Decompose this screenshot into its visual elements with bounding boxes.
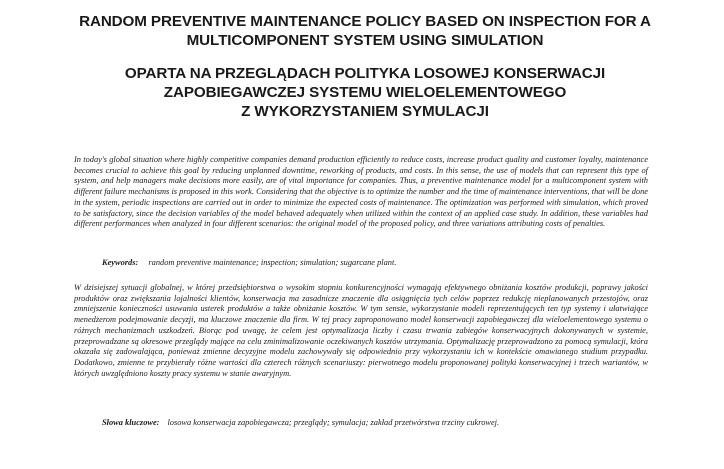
keywords-polish-label: Słowa kluczowe: [102, 418, 160, 427]
title-polish-line-3: Z WYKORZYSTANIEM SYMULACJI [241, 103, 489, 120]
abstract-english: In today's global situation where highly competitive companies demand production efficiently to reduce costs, increase product quality and customer loyalty, maintenance becomes crucial to achieve this goal by reducing unplanned downtime, reworking of products, and costs. In this sense, the use of models that can represent this type of system, and help managers make decisions more easily, are of vital importance for companies. Thus, a preventive maintenance model for a multicomponent system with different failure mechanisms is proposed in this work. Considering that the objective is to optimize the number and the time of maintenance interventions, that will be done in the system, periodic inspections are carried out in order to minimize the expected costs of maintenance. The optimization was performed with simulation, which proved to be satisfactory, since the decision variables of the model behaved adequately when utilized within the context of an applied case study. In addition, these variables had different performances when analyzed in four different scenarios: the original model of the proposed policy, and three variations attributing costs of penalties. [74, 155, 648, 229]
keywords-polish-text: losowa konserwacja zapobiegawcza; przeglądy; symulacja; zakład przetwórstwa trzciny cukrowej. [167, 418, 500, 427]
title-polish [40, 64, 690, 121]
title-english-line-2: MULTICOMPONENT SYSTEM USING SIMULATION [186, 32, 544, 49]
title-english-line-1: RANDOM PREVENTIVE MAINTENANCE POLICY BASED ON INSPECTION FOR A [79, 13, 651, 30]
title-polish-line-1: OPARTA NA PRZEGLĄDACH POLITYKA LOSOWEJ KONSERWACJI [124, 65, 606, 82]
keywords-english-text: random preventive maintenance; inspection; simulation; sugarcane plant. [148, 258, 397, 267]
keywords-english [102, 258, 622, 269]
title-polish-line-2: ZAPOBIEGAWCZEJ SYSTEMU WIELOELEMENTOWEGO [163, 84, 567, 101]
keywords-polish [102, 418, 622, 429]
abstract-polish: W dzisiejszej sytuacji globalnej, w której przedsiębiorstwa o wysokim stopniu konkurencyjności wymagają efektywnego obniżania kosztów produkcji, poprawy jakości produktów oraz zwiększania lojalności klientów, konserwacja ma zasadnicze znaczenie dla osiągnięcia tych celów poprzez redukcję nieplanowanych przestojów, oraz zmniejszenie konieczności usuwania usterek produktów a także obniżanie kosztów. W tym sensie, wykorzystanie modeli reprezentujących ten typ systemy i ułatwiające menedżerom podejmowanie decyzji, ma kluczowe znaczenie dla firm. W tej pracy zaproponowano model konserwacji zapobiegawczej dla wieloelementowego systemu o różnych mechanizmach uszkodzeń. Biorąc pod uwagę, że celem jest optymalizacja liczby i czasu trwania zabiegów konserwacyjnych dokonywanych w systemie, przeprowadzane są okresowe przeglądy mające na celu zminimalizowanie oczekiwanych kosztów utrzymania. Optymalizację przeprowadzono za pomocą symulacji, która okazała się zadowalająca, ponieważ zmienne decyzyjne modelu zachowywały się odpowiednio przy wykorzystaniu ich w kontekście omawianego studium przypadku. Dodatkowo, zmienne te przybierały różne wartości dla czterech różnych scenariuszy: pierwotnego modelu proponowanej polityki konserwacyjnej i trzech wariantów, w których uwzględniono koszty pracy systemu w stanie awaryjnym. [74, 283, 648, 378]
title-english [40, 12, 690, 50]
keywords-english-label: Keywords: [102, 258, 139, 267]
